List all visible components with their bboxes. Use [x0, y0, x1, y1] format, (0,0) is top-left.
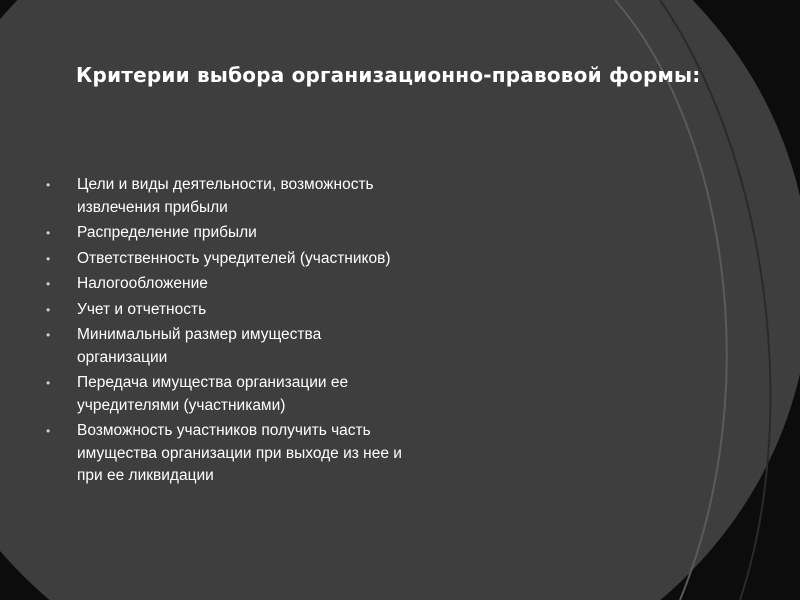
bullet-icon: •	[46, 226, 51, 240]
bullet-item	[46, 273, 406, 296]
bullet-item	[46, 248, 406, 271]
bullet-icon: •	[46, 302, 51, 317]
bullet-item	[46, 420, 406, 488]
bullet-list	[46, 174, 406, 491]
bullet-icon: •	[46, 328, 51, 342]
bullet-text: Налогообложение	[77, 275, 208, 292]
bullet-text: Цели и виды деятельности, возможность извлечения прибыли	[77, 176, 374, 216]
bullet-text: Минимальный размер имущества организации	[77, 326, 322, 366]
bullet-icon: •	[46, 277, 51, 291]
bullet-text: Возможность участников получить часть имущества организации при выходе из нее и при ее ликвидации	[77, 422, 402, 484]
bullet-icon: •	[46, 251, 51, 266]
bullet-item	[46, 299, 406, 322]
bullet-text: Ответственность учредителей (участников)	[77, 249, 391, 267]
bullet-item	[46, 222, 406, 245]
bullet-text: Распределение прибыли	[77, 224, 257, 241]
slide-title: Критерии выбора организационно-правовой формы:	[76, 63, 701, 87]
bullet-item	[46, 324, 406, 369]
bullet-item	[46, 174, 406, 219]
bullet-text: Учет и отчетность	[77, 300, 207, 318]
bullet-text: Передача имущества организации ее учредителями (участниками)	[77, 374, 349, 414]
bullet-icon: •	[46, 178, 51, 192]
bullet-item	[46, 372, 406, 417]
bullet-icon: •	[46, 376, 51, 390]
bullet-icon: •	[46, 424, 51, 438]
